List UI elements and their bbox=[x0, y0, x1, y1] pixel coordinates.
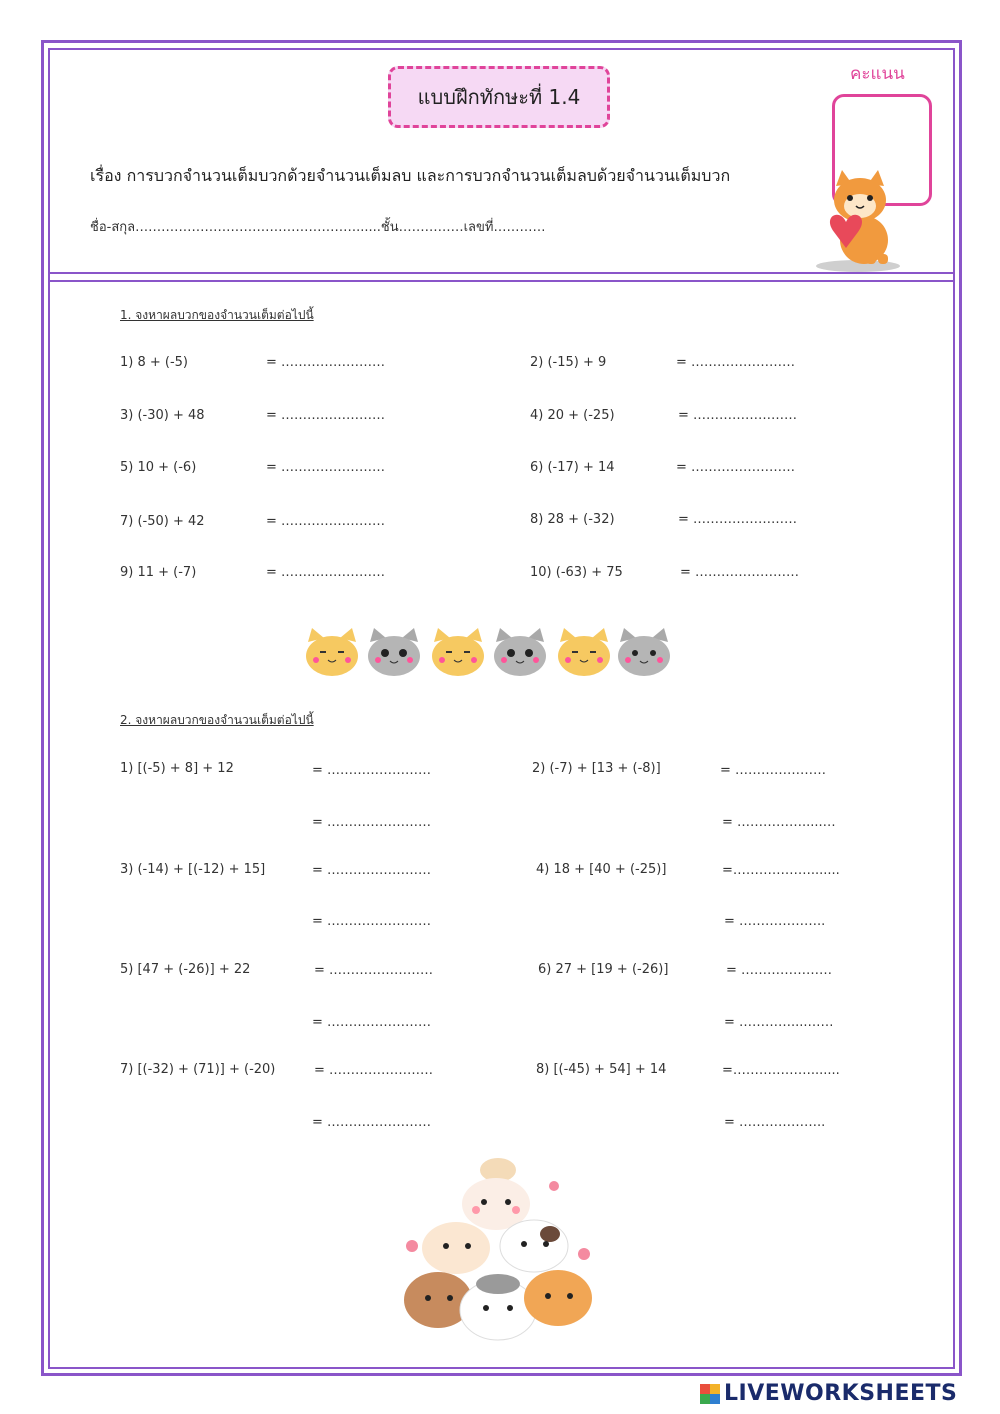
section2-heading: 2. จงหาผลบวกของจำนวนเต็มต่อไปนี้ bbox=[120, 713, 314, 727]
header-divider bbox=[48, 272, 955, 274]
s2-problem-7: 7) [(-32) + (71)] + (-20) bbox=[120, 1062, 276, 1077]
s1-problem-3: 3) (-30) + 48 bbox=[120, 408, 205, 423]
s1-problem-4: 4) 20 + (-25) bbox=[530, 408, 615, 423]
s2-answer-2b[interactable]: = …………….....… bbox=[722, 815, 836, 830]
s1-problem-5: 5) 10 + (-6) bbox=[120, 460, 197, 475]
s2-problem-6: 6) 27 + [19 + (-26)] bbox=[538, 962, 669, 977]
liveworksheets-logo-icon bbox=[700, 1384, 720, 1404]
s2-answer-1b[interactable]: = …………………… bbox=[312, 815, 432, 830]
s2-answer-3a[interactable]: = …………………… bbox=[312, 863, 432, 878]
liveworksheets-logo[interactable] bbox=[700, 1381, 957, 1406]
s2-answer-5b[interactable]: = …………………… bbox=[312, 1015, 432, 1030]
s2-answer-7b[interactable]: = …………………… bbox=[312, 1115, 432, 1130]
s1-problem-7: 7) (-50) + 42 bbox=[120, 514, 205, 529]
s1-answer-5[interactable]: = …………………… bbox=[266, 460, 386, 475]
s2-problem-4: 4) 18 + [40 + (-25)] bbox=[536, 862, 667, 877]
s1-problem-9: 9) 11 + (-7) bbox=[120, 565, 197, 580]
s1-answer-7[interactable]: = …………………… bbox=[266, 514, 386, 529]
s2-answer-8a[interactable]: =………………....... bbox=[722, 1063, 840, 1078]
cat-faces-row-icon bbox=[300, 626, 676, 678]
s2-answer-2a[interactable]: = ………………… bbox=[720, 763, 827, 778]
logo-text: LIVEWORKSHEETS bbox=[724, 1381, 958, 1406]
s1-answer-1[interactable]: = …………………… bbox=[266, 355, 386, 370]
s1-problem-6: 6) (-17) + 14 bbox=[530, 460, 615, 475]
s2-answer-6a[interactable]: = ………………… bbox=[726, 963, 833, 978]
s1-answer-4[interactable]: = …………………… bbox=[678, 408, 798, 423]
worksheet-title: แบบฝึกทักษะที่ 1.4 bbox=[417, 85, 581, 109]
s2-answer-1a[interactable]: = …………………… bbox=[312, 763, 432, 778]
s2-problem-8: 8) [(-45) + 54] + 14 bbox=[536, 1062, 667, 1077]
s1-answer-8[interactable]: = …………………… bbox=[678, 512, 798, 527]
s1-answer-6[interactable]: = …………………… bbox=[676, 460, 796, 475]
s2-answer-3b[interactable]: = …………………… bbox=[312, 914, 432, 929]
student-info-line: ชื่อ-สกุล……………………………………………......ชั้น……………เลขที่………… bbox=[90, 220, 546, 235]
s1-problem-2: 2) (-15) + 9 bbox=[530, 355, 607, 370]
s2-answer-4a[interactable]: =………………....... bbox=[722, 863, 840, 878]
s2-answer-4b[interactable]: = ……………….. bbox=[724, 914, 826, 929]
cat-pile-icon bbox=[398, 1150, 598, 1350]
s1-answer-3[interactable]: = …………………… bbox=[266, 408, 386, 423]
s1-problem-10: 10) (-63) + 75 bbox=[530, 565, 623, 580]
s2-problem-5: 5) [47 + (-26)] + 22 bbox=[120, 962, 251, 977]
s2-problem-1: 1) [(-5) + 8] + 12 bbox=[120, 761, 234, 776]
section1-heading: 1. จงหาผลบวกของจำนวนเต็มต่อไปนี้ bbox=[120, 308, 314, 322]
subject-line: เรื่อง การบวกจำนวนเต็มบวกด้วยจำนวนเต็มลบ และการบวกจำนวนเต็มลบด้วยจำนวนเต็มบวก bbox=[90, 166, 731, 185]
s1-problem-1: 1) 8 + (-5) bbox=[120, 355, 189, 370]
worksheet-title-box bbox=[388, 66, 610, 128]
cat-holding-heart-icon bbox=[812, 168, 904, 272]
s2-problem-2: 2) (-7) + [13 + (-8)] bbox=[532, 761, 661, 776]
score-label: คะแนน bbox=[850, 64, 905, 84]
s1-answer-2[interactable]: = …………………… bbox=[676, 355, 796, 370]
header-divider-second bbox=[48, 280, 955, 282]
s1-answer-9[interactable]: = …………………… bbox=[266, 565, 386, 580]
s2-problem-3: 3) (-14) + [(-12) + 15] bbox=[120, 862, 266, 877]
s1-answer-10[interactable]: = …………………… bbox=[680, 565, 800, 580]
s2-answer-8b[interactable]: = ……………….. bbox=[724, 1115, 826, 1130]
s2-answer-7a[interactable]: = …………………… bbox=[314, 1063, 434, 1078]
s1-problem-8: 8) 28 + (-32) bbox=[530, 512, 615, 527]
s2-answer-5a[interactable]: = …………………… bbox=[314, 963, 434, 978]
s2-answer-6b[interactable]: = …………....…… bbox=[724, 1015, 834, 1030]
